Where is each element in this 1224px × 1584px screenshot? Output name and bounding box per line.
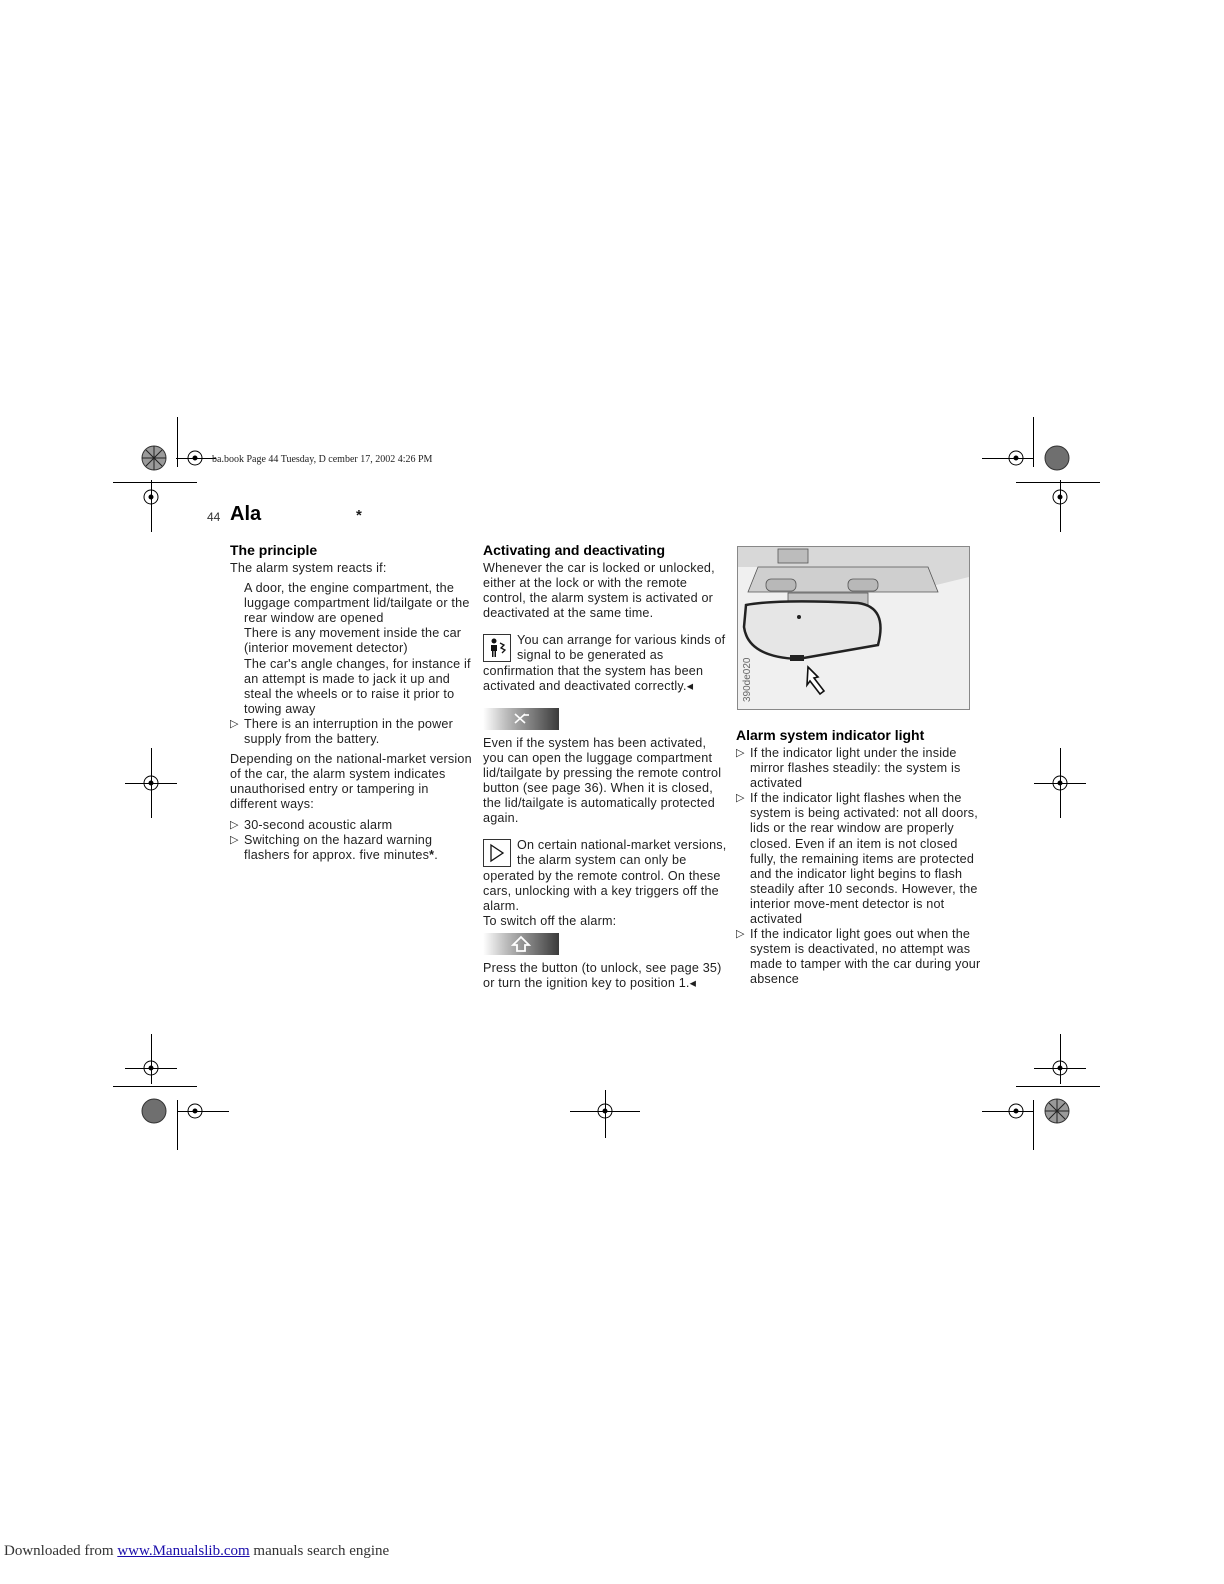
download-footer: Downloaded from www.Manualslib.com manuals search engine [4, 1543, 390, 1559]
mirror-indicator-photo [737, 546, 970, 710]
principle-item: A door, the engine compartment, the luggage compartment lid/tailgate or the rear window are opened [244, 581, 470, 626]
column-activating [483, 542, 729, 991]
bullet-triangle-icon: ▷ [736, 928, 745, 941]
unlock-arrow-icon [483, 933, 559, 955]
page-title: Ala [230, 503, 262, 525]
column-principle [230, 542, 478, 863]
file-header-line: ba.book Page 44 Tuesday, D cember 17, 2002 4:26 PM [212, 454, 433, 465]
section-heading-principle: The principle [230, 542, 318, 558]
principle-item: There is any movement inside the car (interior movement detector) [244, 626, 462, 656]
bullet-triangle-icon: ▷ [736, 792, 745, 805]
note-signal-text: You can arrange for various kinds of signal to be generated as confirmation that the system has been activated and deactivated correctly. [483, 633, 726, 693]
column-indicator-light [736, 727, 986, 988]
bullet-triangle-icon: ▷ [230, 833, 239, 846]
note-national-market [483, 838, 729, 913]
image-code: 390de020 [742, 657, 753, 702]
note-signal [483, 633, 729, 693]
activating-paragraph: Whenever the car is locked or unlocked, either at the lock or with the remote control, the alarm system is activated or deactivated at the same time. [483, 561, 715, 621]
alarm-type-item: ▷ 30-second acoustic alarm [230, 817, 393, 832]
principle-paragraph: Depending on the national-market version of the car, the alarm system indicates unauthorised entry or tampering in different ways: [230, 752, 472, 812]
tailgate-paragraph: Even if the system has been activated, you can open the luggage compartment lid/tailgate by pressing the remote control button (see page 36). When it is closed, the lid/tailgate is automatically protected again. [483, 735, 722, 826]
indicator-item: ▷ If the indicator light goes out when the system is deactivated, no attempt was made to tamper with the car during your absence [736, 927, 981, 987]
title-asterisk: * [356, 507, 362, 524]
section-heading-indicator: Alarm system indicator light [736, 727, 925, 743]
principle-item: The car's angle changes, for instance if an attempt is made to jack it up and steal the wheels or to raise it prior to towing away [244, 656, 471, 716]
principle-item-battery: ▷ There is an interruption in the power supply from the battery. [230, 716, 454, 747]
person-hazard-icon [483, 634, 511, 662]
principle-intro: The alarm system reacts if: [230, 561, 387, 575]
page-number: 44 [207, 510, 221, 524]
bullet-triangle-icon: ▷ [736, 747, 745, 759]
section-heading-activating: Activating and deactivating [483, 542, 666, 558]
end-mark: ◂ [686, 678, 694, 693]
arrow-triangle-icon [483, 839, 511, 867]
manualslib-link[interactable]: www.Manualslib.com [117, 1543, 250, 1559]
bullet-triangle-icon: ▷ [230, 818, 239, 831]
bullet-triangle-icon: ▷ [230, 717, 239, 730]
switch-off-label: To switch off the alarm: [483, 913, 617, 928]
optional-asterisk: * [429, 847, 435, 862]
indicator-item: ▷ If the indicator light under the inside mirror flashes steadily: the system is activated [736, 746, 961, 791]
switch-off-paragraph: Press the button (to unlock, see page 35) or turn the ignition key to position 1. [483, 960, 722, 990]
note-national-market-text: On certain national-market versions, the alarm system can only be operated by the remote control. On these cars, unlocking with a key triggers off the alarm. [483, 838, 727, 913]
indicator-item: ▷ If the indicator light flashes when the system is being activated: not all doors, lids or the rear window are properly closed. Even if an item is not closed fully, the remaining items are protected and the indicator light begins to flash steadily after 10 seconds. However, the interior move-ment detector is not activated [736, 791, 979, 927]
tailgate-key-icon [483, 708, 559, 730]
end-mark: ◂ [689, 975, 697, 990]
alarm-type-item: ▷ Switching on the hazard warning flashers for approx. five minutes*. [230, 832, 438, 862]
